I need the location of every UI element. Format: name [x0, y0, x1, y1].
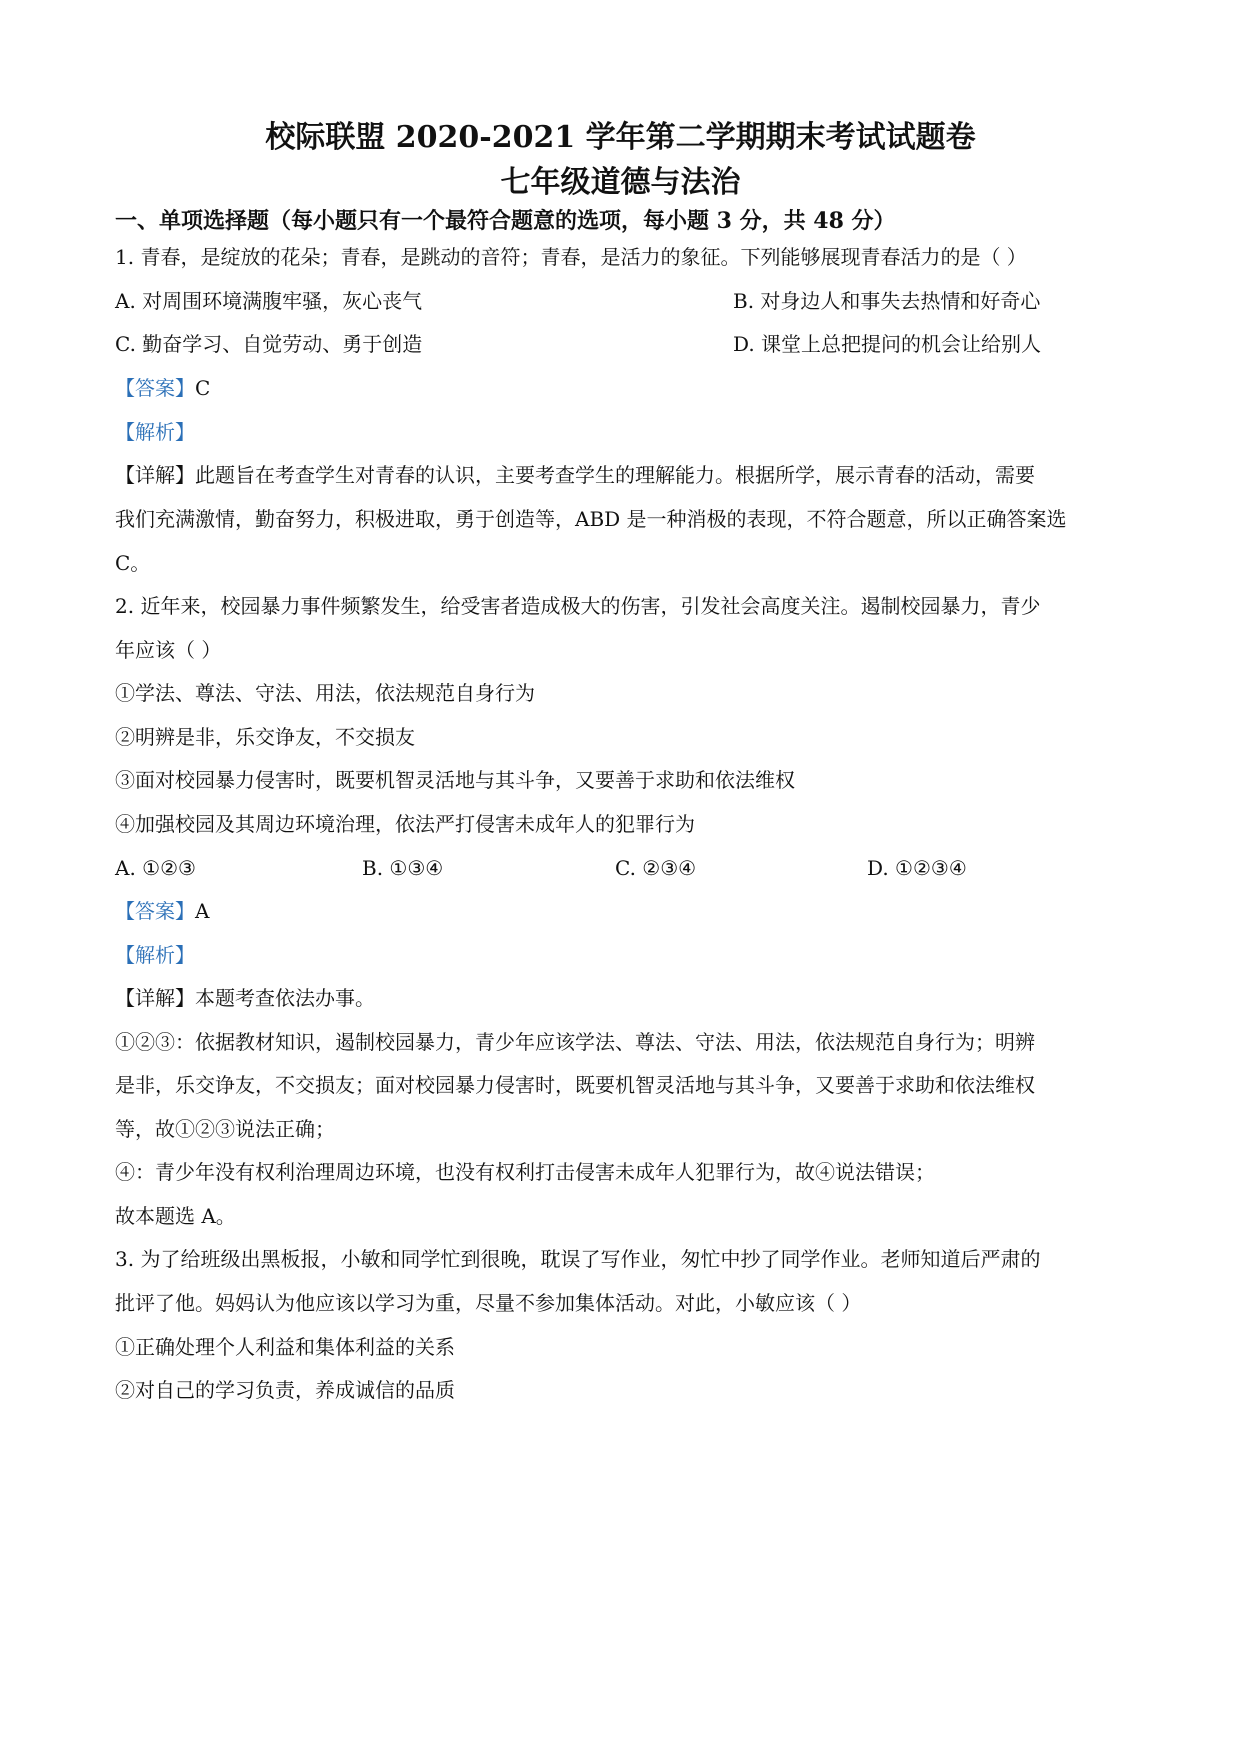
q3-stem-line-1: 3. 为了给班级出黑板报，小敏和同学忙到很晚，耽误了写作业，匆忙中抄了同学作业。老师知道后严肃的 [115, 1247, 1041, 1271]
exam-subtitle: 七年级道德与法治 [500, 165, 741, 200]
q2-statement-3: ③面对校园暴力侵害时，既要机智灵活地与其斗争，又要善于求助和依法维权 [115, 768, 795, 792]
q1-answer [115, 374, 210, 402]
q2-analysis-tag: 【解析】 [115, 943, 195, 967]
q1-stem: 1. 青春，是绽放的花朵；青春，是跳动的音符；青春，是活力的象征。下列能够展现青春活力的是（ ） [115, 245, 1027, 269]
q2-answer-value: A [195, 899, 210, 923]
q2-statement-1: ①学法、尊法、守法、用法，依法规范自身行为 [115, 681, 535, 705]
q1-options-row2 [115, 330, 1042, 358]
q2-detail-line-3: 是非，乐交诤友，不交损友；面对校园暴力侵害时，既要机智灵活地与其斗争，又要善于求助和依法维权 [115, 1073, 1035, 1097]
q2-detail-line-2: ①②③：依据教材知识，遏制校园暴力，青少年应该学法、尊法、守法、用法，依法规范自身行为；明辨 [115, 1030, 1035, 1054]
q2-detail-line-5: ④：青少年没有权利治理周边环境，也没有权利打击侵害未成年人犯罪行为，故④说法错误； [115, 1160, 935, 1184]
q1-analysis-tag: 【解析】 [115, 420, 195, 444]
q2-option-d: D. ①②③④ [867, 856, 967, 880]
q1-option-a: A. 对周围环境满腹牢骚，灰心丧气 [115, 289, 423, 313]
q1-answer-tag: 【答案】 [115, 376, 195, 400]
q1-option-b: B. 对身边人和事失去热情和好奇心 [733, 289, 1041, 313]
q1-options-row1 [115, 287, 1041, 315]
q2-statement-4: ④加强校园及其周边环境治理，依法严打侵害未成年人的犯罪行为 [115, 812, 695, 836]
q2-answer [115, 897, 209, 925]
section-heading: 一、单项选择题（每小题只有一个最符合题意的选项，每小题 3 分，共 48 分） [115, 208, 896, 234]
q3-stem-line-2: 批评了他。妈妈认为他应该以学习为重，尽量不参加集体活动。对此，小敏应该（ ） [115, 1291, 862, 1315]
q2-detail-line-1: 【详解】本题考查依法办事。 [115, 986, 375, 1010]
q2-option-c: C. ②③④ [615, 856, 697, 880]
q2-detail-line-6: 故本题选 A。 [115, 1204, 236, 1228]
q1-detail-line-1: 【详解】此题旨在考查学生对青春的认识，主要考查学生的理解能力。根据所学，展示青春的活动，需要 [115, 463, 1035, 487]
q1-detail-line-2: 我们充满激情，勤奋努力，积极进取，勇于创造等，ABD 是一种消极的表现，不符合题意，所以正确答案选 [115, 507, 1067, 531]
q3-statement-1: ①正确处理个人利益和集体利益的关系 [115, 1335, 455, 1359]
q2-stem-line-2: 年应该（ ） [115, 638, 222, 662]
q3-statement-2: ②对自己的学习负责，养成诚信的品质 [115, 1378, 455, 1402]
q2-stem-line-1: 2. 近年来，校园暴力事件频繁发生，给受害者造成极大的伤害，引发社会高度关注。遏制校园暴力，青少 [115, 594, 1041, 618]
q1-option-d: D. 课堂上总把提问的机会让给别人 [733, 332, 1042, 356]
q2-answer-tag: 【答案】 [115, 899, 195, 923]
exam-title: 校际联盟 2020-2021 学年第二学期期末考试试题卷 [265, 120, 976, 155]
q2-statement-2: ②明辨是非，乐交诤友，不交损友 [115, 725, 415, 749]
q1-answer-value: C [195, 376, 211, 400]
q2-option-b: B. ①③④ [362, 856, 444, 880]
q1-detail-line-3: C。 [115, 551, 151, 575]
q1-option-c: C. 勤奋学习、自觉劳动、勇于创造 [115, 332, 423, 356]
q2-option-a: A. ①②③ [115, 856, 196, 880]
q2-detail-line-4: 等，故①②③说法正确； [115, 1117, 335, 1141]
